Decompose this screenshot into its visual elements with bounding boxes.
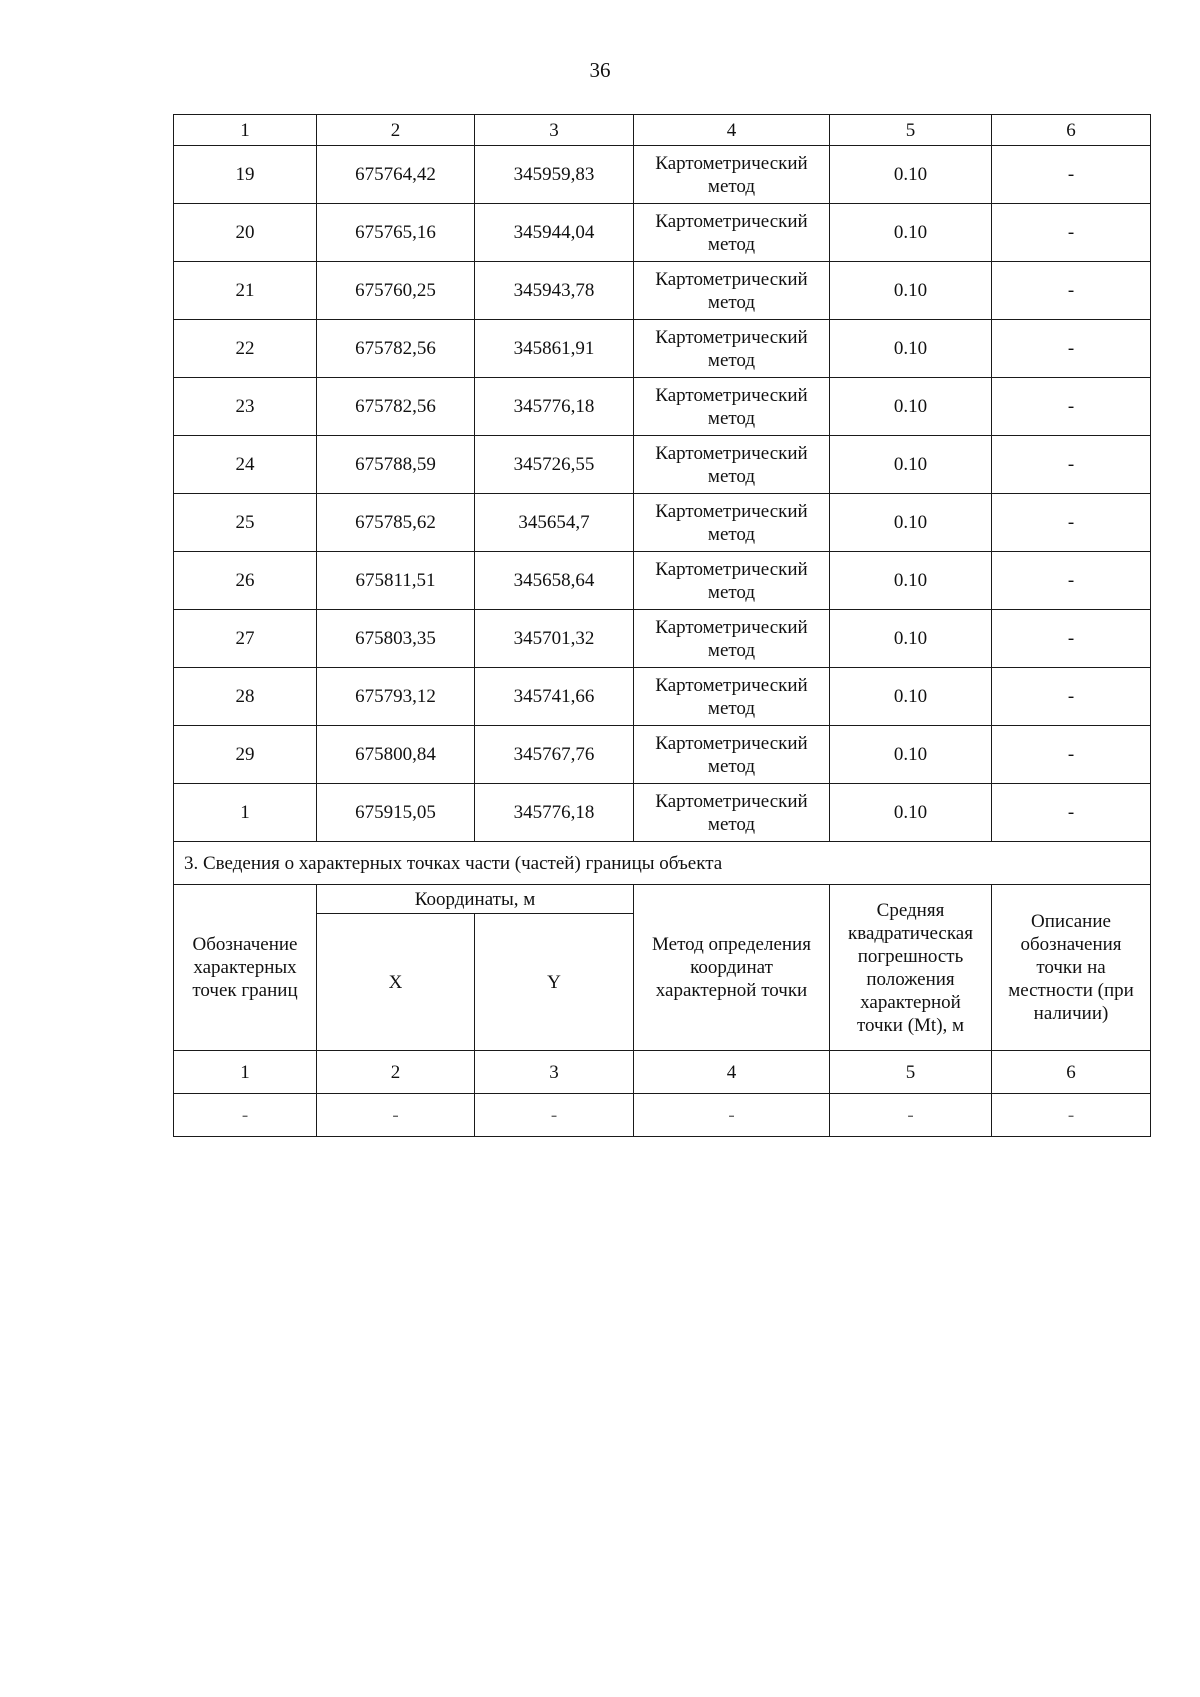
description-cell: - bbox=[992, 204, 1151, 262]
method-line: Картометрический bbox=[655, 210, 808, 232]
method-line: метод bbox=[707, 291, 756, 313]
method-line: метод bbox=[707, 175, 756, 197]
method-line: Картометрический bbox=[655, 500, 808, 522]
column-number-header-row bbox=[174, 115, 1151, 146]
y-coordinate-cell: 345726,55 bbox=[475, 436, 634, 494]
empty-cell: - bbox=[992, 1094, 1151, 1137]
description-header bbox=[992, 885, 1151, 1051]
method-line: метод bbox=[707, 639, 756, 661]
mean-error-cell: 0.10 bbox=[830, 784, 992, 842]
table-row bbox=[174, 726, 1151, 784]
x-coordinate-cell: 675811,51 bbox=[317, 552, 475, 610]
coordinates-header: Координаты, м bbox=[317, 885, 634, 914]
method-cell bbox=[634, 436, 830, 494]
method-line: Картометрический bbox=[655, 558, 808, 580]
table-row bbox=[174, 552, 1151, 610]
mean-error-cell: 0.10 bbox=[830, 378, 992, 436]
table-row bbox=[174, 494, 1151, 552]
description-cell: - bbox=[992, 262, 1151, 320]
description-cell: - bbox=[992, 552, 1151, 610]
method-line: Картометрический bbox=[655, 326, 808, 348]
page-number: 36 bbox=[589, 58, 611, 82]
method-cell bbox=[634, 262, 830, 320]
method-cell bbox=[634, 494, 830, 552]
error-header-line: характерной bbox=[860, 991, 961, 1013]
description-header-line: точки на bbox=[1036, 957, 1106, 978]
mean-error-cell: 0.10 bbox=[830, 146, 992, 204]
y-coordinate-cell: 345701,32 bbox=[475, 610, 634, 668]
header-cell: 2 bbox=[317, 115, 475, 146]
mean-error-cell: 0.10 bbox=[830, 320, 992, 378]
method-cell bbox=[634, 146, 830, 204]
description-header-line: обозначения bbox=[1020, 934, 1122, 955]
section-3-header-row bbox=[174, 885, 1151, 914]
y-coordinate-cell: 345658,64 bbox=[475, 552, 634, 610]
description-cell: - bbox=[992, 726, 1151, 784]
method-line: Картометрический bbox=[655, 674, 808, 696]
mean-error-cell: 0.10 bbox=[830, 494, 992, 552]
description-cell: - bbox=[992, 494, 1151, 552]
method-cell bbox=[634, 784, 830, 842]
y-coordinate-cell: 345741,66 bbox=[475, 668, 634, 726]
method-line: Картометрический bbox=[655, 790, 808, 812]
x-coordinate-cell: 675782,56 bbox=[317, 378, 475, 436]
x-coordinate-cell: 675765,16 bbox=[317, 204, 475, 262]
section-3-title: 3. Сведения о характерных точках части (частей) границы объекта bbox=[174, 842, 1151, 885]
description-header-line: местности (при bbox=[1008, 980, 1134, 1001]
y-coordinate-cell: 345776,18 bbox=[475, 378, 634, 436]
description-cell: - bbox=[992, 146, 1151, 204]
error-header bbox=[830, 885, 992, 1051]
designation-header-line: характерных bbox=[193, 957, 297, 978]
number-cell: 4 bbox=[634, 1051, 830, 1094]
x-coordinate-cell: 675800,84 bbox=[317, 726, 475, 784]
description-cell: - bbox=[992, 378, 1151, 436]
point-number-cell: 19 bbox=[174, 146, 317, 204]
mean-error-cell: 0.10 bbox=[830, 262, 992, 320]
y-coordinate-cell: 345959,83 bbox=[475, 146, 634, 204]
point-number-cell: 23 bbox=[174, 378, 317, 436]
point-number-cell: 29 bbox=[174, 726, 317, 784]
header-cell: 4 bbox=[634, 115, 830, 146]
method-line: Картометрический bbox=[655, 442, 808, 464]
method-header-line: характерной точки bbox=[655, 980, 808, 1001]
method-header-line: Метод определения bbox=[652, 934, 811, 955]
section-3-number-row bbox=[174, 1051, 1151, 1094]
description-header-line: наличии) bbox=[1033, 1003, 1109, 1024]
x-coordinate-cell: 675803,35 bbox=[317, 610, 475, 668]
error-header-line: Средняя bbox=[876, 899, 945, 921]
method-cell bbox=[634, 610, 830, 668]
x-coordinate-cell: 675915,05 bbox=[317, 784, 475, 842]
table-row bbox=[174, 610, 1151, 668]
number-cell: 3 bbox=[475, 1051, 634, 1094]
method-cell bbox=[634, 320, 830, 378]
empty-cell: - bbox=[830, 1094, 992, 1137]
header-cell: 6 bbox=[992, 115, 1151, 146]
designation-header-line: точек границ bbox=[192, 980, 298, 1001]
number-cell: 1 bbox=[174, 1051, 317, 1094]
method-line: метод bbox=[707, 697, 756, 719]
mean-error-cell: 0.10 bbox=[830, 552, 992, 610]
mean-error-cell: 0.10 bbox=[830, 726, 992, 784]
method-cell bbox=[634, 726, 830, 784]
point-number-cell: 22 bbox=[174, 320, 317, 378]
mean-error-cell: 0.10 bbox=[830, 436, 992, 494]
method-line: Картометрический bbox=[655, 268, 808, 290]
point-number-cell: 20 bbox=[174, 204, 317, 262]
y-coordinate-cell: 345767,76 bbox=[475, 726, 634, 784]
method-line: метод bbox=[707, 349, 756, 371]
y-coordinate-cell: 345861,91 bbox=[475, 320, 634, 378]
table-row bbox=[174, 378, 1151, 436]
x-coordinate-cell: 675760,25 bbox=[317, 262, 475, 320]
x-coordinate-cell: 675764,42 bbox=[317, 146, 475, 204]
number-cell: 2 bbox=[317, 1051, 475, 1094]
method-header bbox=[634, 885, 830, 1051]
y-coordinate-cell: 345943,78 bbox=[475, 262, 634, 320]
method-line: метод bbox=[707, 523, 756, 545]
y-header: Y bbox=[475, 914, 634, 1051]
section-3-title-row bbox=[174, 842, 1151, 885]
description-header-line: Описание bbox=[1031, 911, 1111, 932]
boundary-points-table bbox=[173, 114, 1151, 1137]
empty-cell: - bbox=[475, 1094, 634, 1137]
y-coordinate-cell: 345944,04 bbox=[475, 204, 634, 262]
method-line: Картометрический bbox=[655, 384, 808, 406]
error-header-line: погрешность bbox=[857, 945, 964, 967]
method-cell bbox=[634, 204, 830, 262]
point-number-cell: 28 bbox=[174, 668, 317, 726]
x-coordinate-cell: 675793,12 bbox=[317, 668, 475, 726]
x-header: X bbox=[317, 914, 475, 1051]
method-line: метод bbox=[707, 813, 756, 835]
error-header-line: квадратическая bbox=[848, 922, 973, 944]
header-cell: 3 bbox=[475, 115, 634, 146]
mean-error-cell: 0.10 bbox=[830, 668, 992, 726]
point-number-cell: 1 bbox=[174, 784, 317, 842]
table-row bbox=[174, 668, 1151, 726]
empty-cell: - bbox=[634, 1094, 830, 1137]
method-line: метод bbox=[707, 755, 756, 777]
description-cell: - bbox=[992, 436, 1151, 494]
error-header-line: точки (Mt), м bbox=[856, 1014, 965, 1036]
method-line: Картометрический bbox=[655, 732, 808, 754]
section-3-empty-row bbox=[174, 1094, 1151, 1137]
x-coordinate-cell: 675785,62 bbox=[317, 494, 475, 552]
method-cell bbox=[634, 552, 830, 610]
x-coordinate-cell: 675782,56 bbox=[317, 320, 475, 378]
table-row bbox=[174, 262, 1151, 320]
empty-cell: - bbox=[174, 1094, 317, 1137]
table-row bbox=[174, 204, 1151, 262]
method-cell bbox=[634, 668, 830, 726]
mean-error-cell: 0.10 bbox=[830, 610, 992, 668]
point-number-cell: 25 bbox=[174, 494, 317, 552]
method-line: метод bbox=[707, 465, 756, 487]
method-cell bbox=[634, 378, 830, 436]
header-cell: 5 bbox=[830, 115, 992, 146]
method-header-line: координат bbox=[690, 957, 773, 978]
y-coordinate-cell: 345776,18 bbox=[475, 784, 634, 842]
number-cell: 5 bbox=[830, 1051, 992, 1094]
point-number-cell: 26 bbox=[174, 552, 317, 610]
number-cell: 6 bbox=[992, 1051, 1151, 1094]
table-row bbox=[174, 436, 1151, 494]
designation-header-line: Обозначение bbox=[192, 934, 298, 955]
x-coordinate-cell: 675788,59 bbox=[317, 436, 475, 494]
header-cell: 1 bbox=[174, 115, 317, 146]
point-number-cell: 27 bbox=[174, 610, 317, 668]
point-number-cell: 24 bbox=[174, 436, 317, 494]
table-row bbox=[174, 320, 1151, 378]
mean-error-cell: 0.10 bbox=[830, 204, 992, 262]
description-cell: - bbox=[992, 320, 1151, 378]
point-number-cell: 21 bbox=[174, 262, 317, 320]
y-coordinate-cell: 345654,7 bbox=[475, 494, 634, 552]
table-row bbox=[174, 146, 1151, 204]
table-row bbox=[174, 784, 1151, 842]
method-line: метод bbox=[707, 581, 756, 603]
method-line: метод bbox=[707, 407, 756, 429]
designation-header bbox=[174, 885, 317, 1051]
description-cell: - bbox=[992, 610, 1151, 668]
description-cell: - bbox=[992, 784, 1151, 842]
method-line: Картометрический bbox=[655, 616, 808, 638]
empty-cell: - bbox=[317, 1094, 475, 1137]
description-cell: - bbox=[992, 668, 1151, 726]
error-header-line: положения bbox=[866, 968, 955, 990]
method-line: Картометрический bbox=[655, 152, 808, 174]
method-line: метод bbox=[707, 233, 756, 255]
